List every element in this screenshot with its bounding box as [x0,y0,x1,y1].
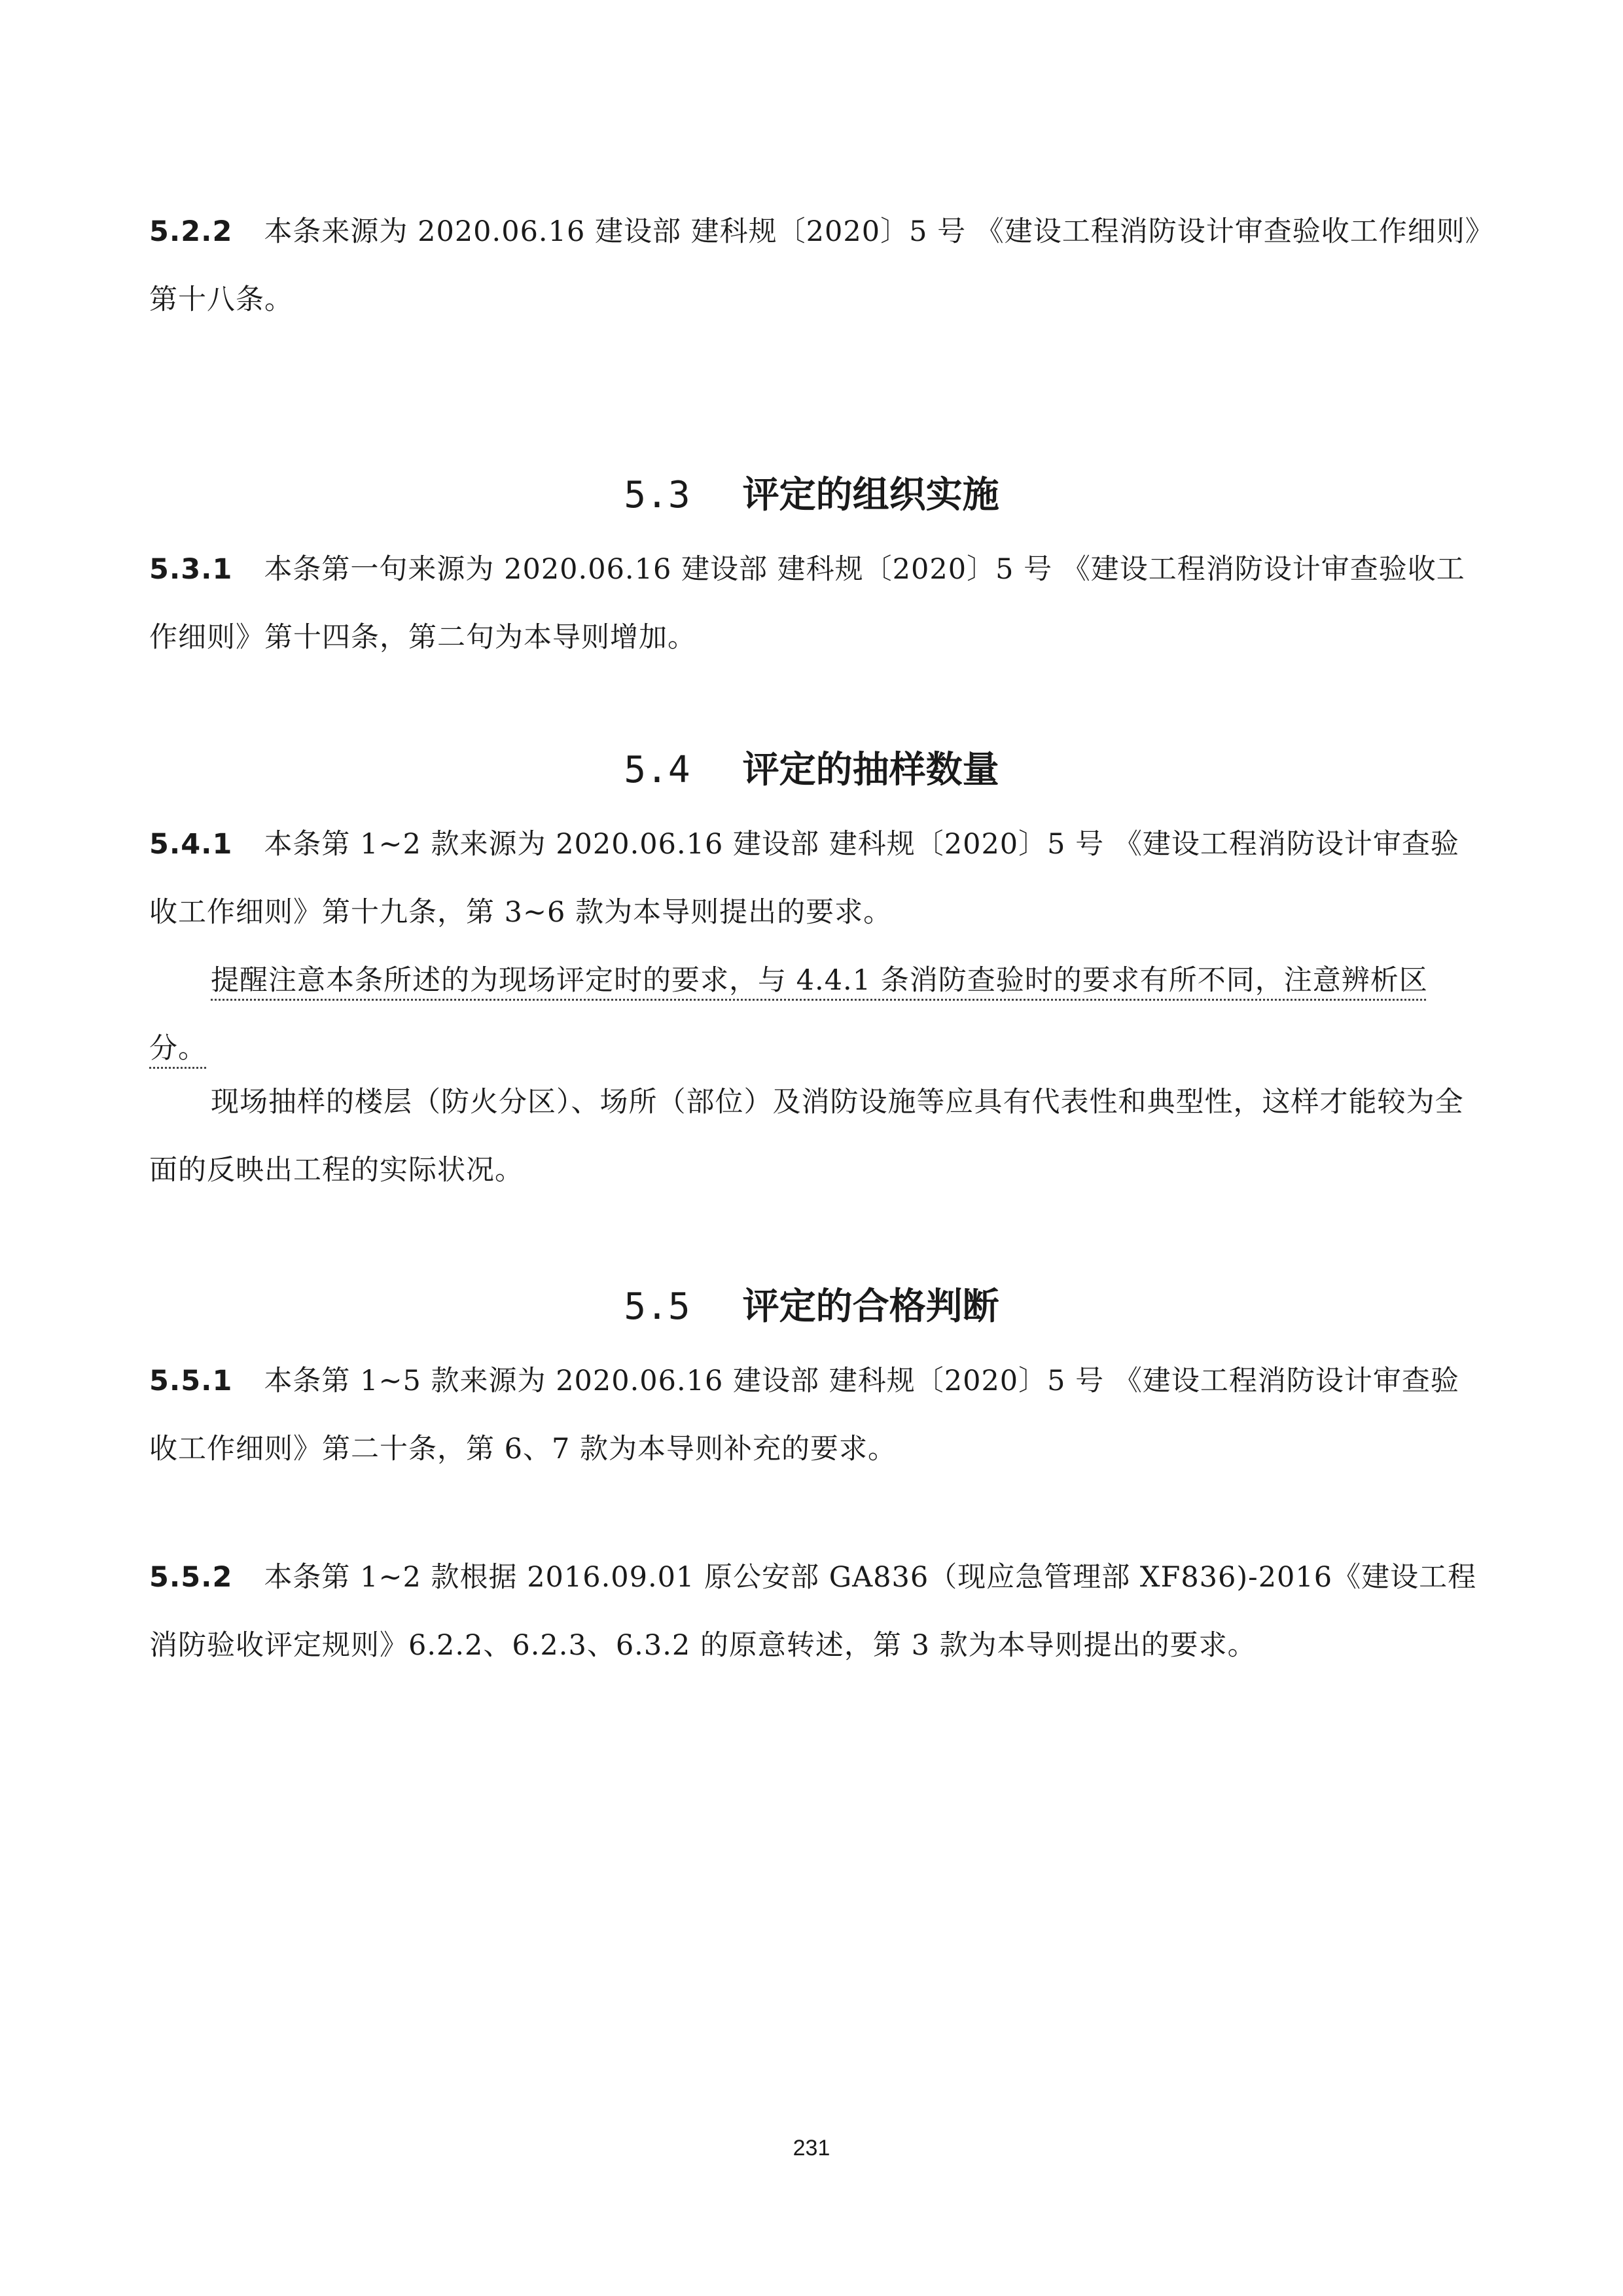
section-title: 评定的抽样数量 [742,749,999,791]
clause-number: 5.3.1 [149,553,233,586]
section-heading-5-3 [0,469,1623,522]
clause-number: 5.4.1 [149,828,233,861]
section-number: 5.3 [624,474,690,516]
sampling-paragraph [149,1068,1484,1204]
note-text: 提醒注意本条所述的为现场评定时的要求，与 4.4.1 条消防查验时的要求有所不同，注意辨析区分。 [149,964,1428,1065]
page-number: 231 [793,2136,830,2161]
clause-number: 5.5.2 [149,1561,233,1594]
paragraph-text: 现场抽样的楼层（防火分区）、场所（部位）及消防设施等应具有代表性和典型性，这样才能较为全面的反映出工程的实际状况。 [149,1086,1464,1187]
section-number: 5.5 [624,1285,690,1328]
clause-text: 本条第 1~2 款根据 2016.09.01 原公安部 GA836（现应急管理部 XF836)-2016《建设工程消防验收评定规则》6.2.2、6.2.3、6.3.2 的原意转述，第 3 款为本导则提出的要求。 [149,1561,1477,1662]
section-title: 评定的合格判断 [742,1285,999,1328]
clause-5-3-1 [149,535,1484,672]
clause-text: 本条第一句来源为 2020.06.16 建设部 建科规〔2020〕5 号 《建设工程消防设计审查验收工作细则》第十四条，第二句为本导则增加。 [149,553,1465,654]
clause-5-5-2 [149,1543,1484,1679]
clause-text: 本条第 1~2 款来源为 2020.06.16 建设部 建科规〔2020〕5 号 《建设工程消防设计审查验收工作细则》第十九条，第 3~6 款为本导则提出的要求。 [149,828,1459,929]
section-heading-5-4 [0,744,1623,797]
section-number: 5.4 [624,749,690,791]
clause-text: 本条来源为 2020.06.16 建设部 建科规〔2020〕5 号 《建设工程消防设计审查验收工作细则》第十八条。 [149,215,1480,316]
note-paragraph [149,946,1484,1083]
clause-number: 5.2.2 [149,215,233,248]
clause-number: 5.5.1 [149,1365,233,1397]
clause-5-2-2 [149,198,1484,334]
clause-5-5-1 [149,1347,1484,1483]
section-heading-5-5 [0,1280,1623,1333]
clause-text: 本条第 1~5 款来源为 2020.06.16 建设部 建科规〔2020〕5 号 《建设工程消防设计审查验收工作细则》第二十条，第 6、7 款为本导则补充的要求。 [149,1365,1459,1465]
section-title: 评定的组织实施 [742,474,999,516]
clause-5-4-1 [149,810,1484,946]
